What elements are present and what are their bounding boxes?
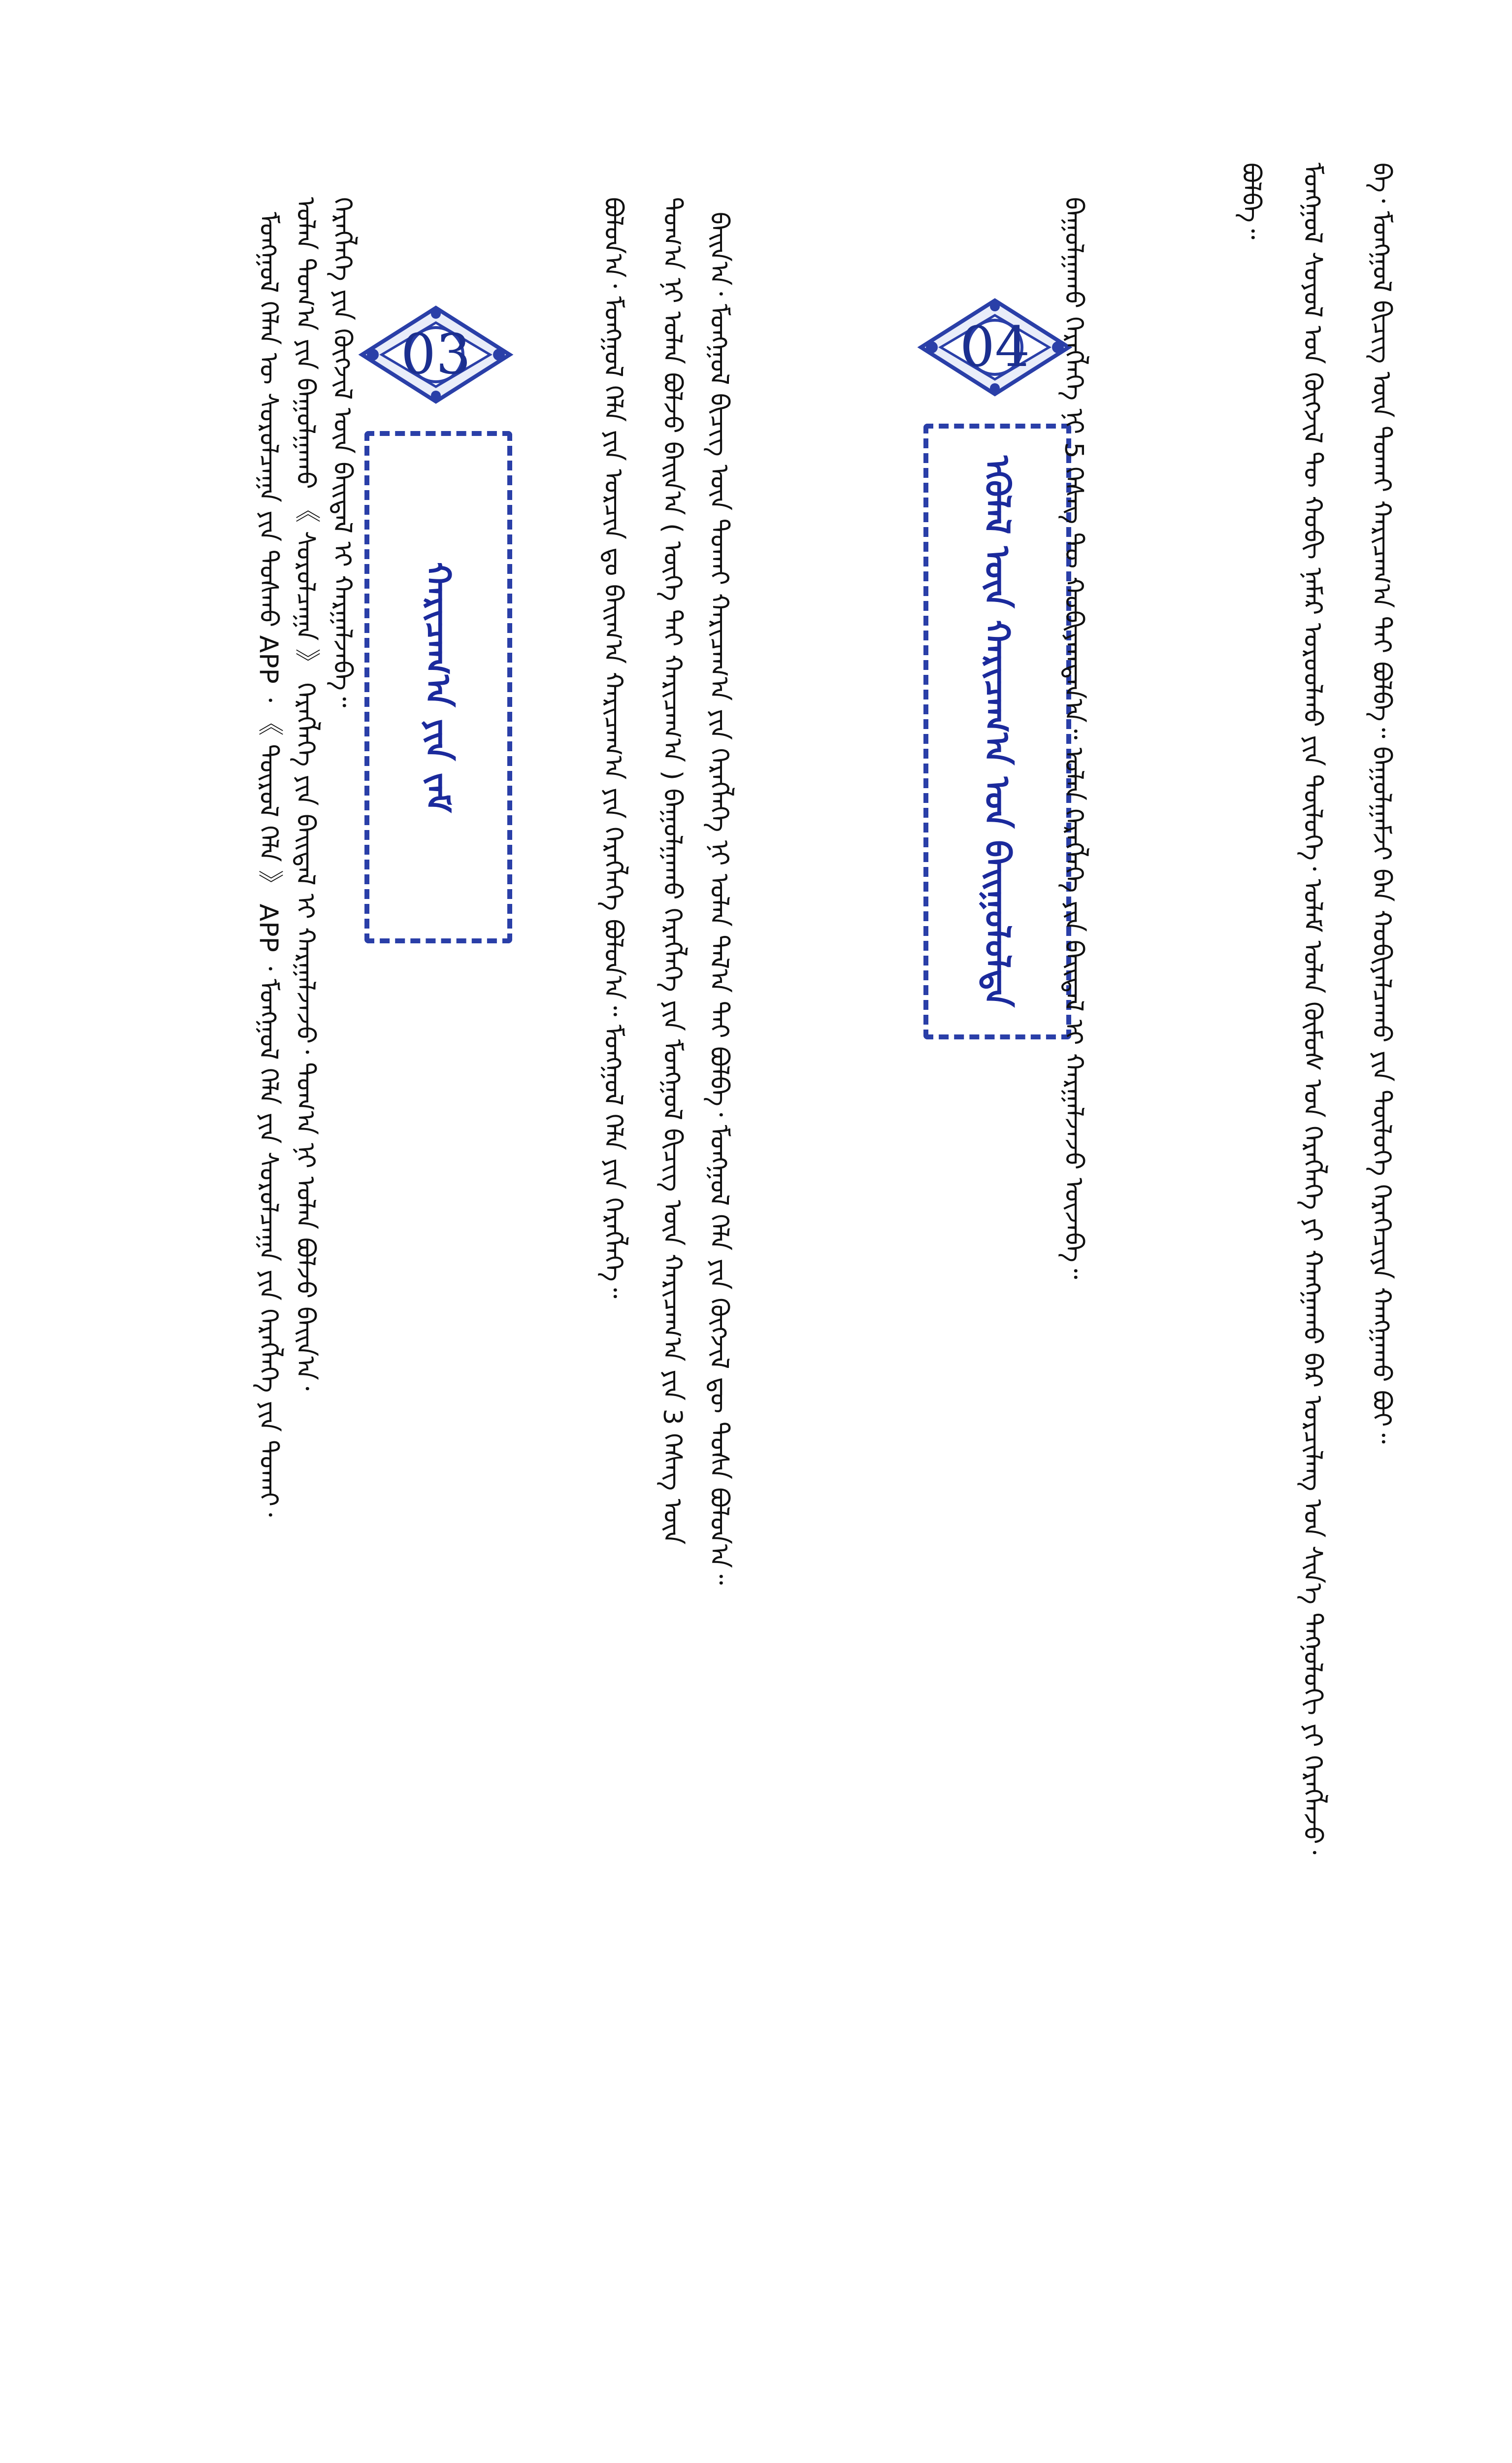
section-number: 03	[400, 323, 471, 387]
section-number-badge-04	[916, 296, 1074, 399]
section-03-paragraph-6: ᠣᠯᠠᠨ ᠲᠣᠭ᠎ᠠ ᠶᠢᠨ ᠪᠠᠭᠤᠯᠭᠠᠬᠤ 《 ᠰᠤᠷᠤᠯᠴᠠᠭᠠ 》 ᠬᠡᠷᠡᠭᠯᠡᠭᠡ ᠶᠢᠨ ᠪᠠᠢᠳᠠᠯ ᠢ ᠬᠠᠷᠭᠠᠯᠵᠠᠵᠤ᠂ ᠲᠣᠭ᠎ᠠ ᠨᠢ ᠣᠯᠠᠨ ᠪᠣᠯᠵᠤ ᠪᠠᠢᠨ᠎ᠠ᠂	[291, 197, 320, 1391]
section-03-paragraph-3: ᠲᠣᠭ᠎ᠠ ᠨᠢ ᠣᠯᠠᠨ ᠪᠣᠯᠵᠤ ᠪᠠᠢᠨ᠎ᠠ ( ᠦᠭᠡ ᠲᠠᠢ ᠬᠠᠷᠢᠴᠠᠭ᠎ᠠ ) ᠪᠠᠭᠤᠯᠭᠠᠬᠤ ᠬᠡᠷᠡᠭᠯᠡᠭᠡ ᠶᠢᠨ ᠮᠣᠩᠭᠤᠯ ᠪᠢᠴᠢᠭ ᠦᠨ ᠬᠠᠷᠢᠴᠠᠭ᠎ᠠ ᠶᠢᠨ 3 ᠬᠡᠰᠡᠭ ᠦᠨ	[657, 197, 687, 1545]
section-04-heading: ᠡᠬᠦᠯᠡᠯ ᠦᠨ ᠬᠠᠷᠢᠴᠠᠭ᠎ᠠ ᠤᠨ ᠪᠠᠢᠭᠤᠯᠤᠯᠲᠠ	[977, 456, 1018, 1007]
section-04-paragraph-3: ᠪᠣᠯᠪᠠ᠃	[1236, 163, 1266, 239]
section-03-paragraph-4: ᠪᠣᠯᠤᠨ᠎ᠠ᠂ ᠮᠣᠩᠭᠤᠯ ᠬᠡᠯᠡ ᠶᠢᠨ ᠣᠷᠴᠢᠨ ᠳᠤ ᠪᠠᠢᠭ᠎ᠠ ᠬᠠᠷᠢᠴᠠᠭ᠎ᠠ ᠶᠢᠨ ᠬᠡᠷᠡᠭᠯᠡᠭᠡ ᠪᠣᠯᠤᠨ᠎ᠠ᠃ ᠮᠣᠩᠭᠤᠯ ᠬᠡᠯᠡ ᠶᠢᠨ ᠬᠡᠷᠡᠭᠯᠡᠭᠡ᠃	[598, 197, 628, 1298]
section-number-badge-03	[357, 303, 515, 406]
section-03-paragraph-5: ᠮᠣᠩᠭᠤᠯ ᠬᠡᠯᠡᠨ ᠦ ᠰᠤᠷᠤᠯᠴᠠᠭᠠ ᠶᠢᠨ ᠲᠣᠰᠬᠣ APP ᠂ 《 ᠲᠦᠷᠦᠯ ᠬᠡᠯᠡ 》 APP ᠂ ᠮᠣᠩᠭᠤᠯ ᠬᠡᠯᠡ ᠶᠢᠨ ᠰᠤᠷᠤᠯᠴᠠᠭᠠ ᠶᠢᠨ ᠬᠡᠷᠡᠭᠯᠡᠭᠡ ᠶᠢᠨ ᠲᠤᠬᠠᠢ᠂	[254, 212, 283, 1517]
section-04-heading-box	[923, 424, 1071, 1039]
section-03-heading: ᠬᠠᠷᠢᠴᠠᠭ᠎ᠠ ᠶᠢᠨ ᠵᠠᠮ	[418, 562, 459, 813]
section-03-paragraph-7: ᠬᠡᠷᠡᠭᠯᠡᠭᠡ ᠶᠢᠨ ᠬᠥᠭᠵᠢᠯ ᠦᠨ ᠪᠠᠢᠳᠠᠯ ᠢ ᠬᠠᠷᠭᠠᠯᠵᠠᠪᠠ᠃	[328, 197, 357, 708]
section-03-paragraph-2: ᠪᠠᠢᠨ᠎ᠠ᠂ ᠮᠣᠩᠭᠤᠯ ᠪᠢᠴᠢᠭ ᠦᠨ ᠲᠤᠬᠠᠢ ᠬᠠᠷᠢᠴᠠᠭ᠎ᠠ ᠶᠢᠨ ᠬᠡᠷᠡᠭᠯᠡᠭᠡ ᠨᠢ ᠣᠯᠠᠨ ᠲᠠᠯ᠎ᠠ ᠲᠠᠢ ᠪᠣᠯᠪᠠ᠂ ᠮᠣᠩᠭᠤᠯ ᠬᠡᠯᠡ ᠶᠢᠨ ᠬᠥᠭᠵᠢᠯ ᠳᠦ ᠲᠤᠰᠠ ᠪᠣᠯᠤᠨ᠎ᠠ᠃	[704, 212, 734, 1585]
section-03-paragraph-1: ᠪᠠᠭᠤᠯᠭᠠᠬᠤ ᠬᠡᠷᠡᠭᠯᠡᠭᠡ ᠨᠢ 5 ᠬᠡᠰᠡᠭ ᠲᠦ ᠬᠤᠪᠢᠶᠠᠭᠳᠠᠨ᠎ᠠ᠃ ᠣᠯᠠᠨ ᠬᠡᠷᠡᠭᠯᠡᠭᠡ ᠶᠢᠨ ᠪᠠᠢᠳᠠᠯ ᠢ ᠬᠠᠷᠭᠠᠯᠵᠠᠵᠤ ᠦᠵᠡᠪᠡ᠃	[1059, 197, 1088, 1279]
section-03-heading-box	[364, 431, 512, 943]
section-04-paragraph-1: ᠪᠡ᠂ ᠮᠣᠩᠭᠤᠯ ᠪᠢᠴᠢᠭ ᠦᠨ ᠲᠤᠬᠠᠢ ᠬᠠᠷᠢᠴᠠᠭ᠎ᠠ ᠲᠠᠢ ᠪᠣᠯᠪᠠ᠃ ᠪᠠᠭᠤᠯᠭᠠᠮᠵᠢ ᠪᠠᠨ ᠬᠤᠪᠢᠶᠠᠯᠴᠠᠬᠤ ᠶᠢᠨ ᠲᠥᠯᠥᠭᠡ ᠬᠡᠷᠡᠭᠡᠴᠢᠶᠡ ᠬᠠᠩᠭᠠᠬᠤ ᠪᠤᠢ᠃	[1367, 163, 1396, 1444]
section-number: 04	[959, 315, 1030, 379]
section-04-paragraph-2: ᠮᠣᠩᠭᠤᠯ ᠰᠣᠶᠣᠯ ᠤᠨ ᠬᠥᠭᠵᠢᠯ ᠲᠦ ᠬᠤᠪᠢ ᠨᠡᠮᠡᠷ ᠣᠷᠤᠤᠯᠬᠤ ᠶᠢᠨ ᠲᠥᠯᠥᠭᠡ᠂ ᠤᠯᠠᠮ ᠣᠯᠠᠨ ᠬᠦᠮᠦᠰ ᠤᠨ ᠬᠡᠷᠡᠭᠯᠡᠭᠡ ᠶᠢ ᠬᠠᠩᠭᠠᠬᠤ ᠪᠠᠷ ᠣᠷᠴᠢᠯᠠᠩ ᠤᠨ ᠰᠢᠨ᠎ᠡ ᠲᠡᠬᠨᠣᠯᠣᠭᠢ ᠶᠢ ᠬᠡᠷᠡᠭᠯᠡᠵᠦ᠂	[1298, 163, 1327, 1855]
